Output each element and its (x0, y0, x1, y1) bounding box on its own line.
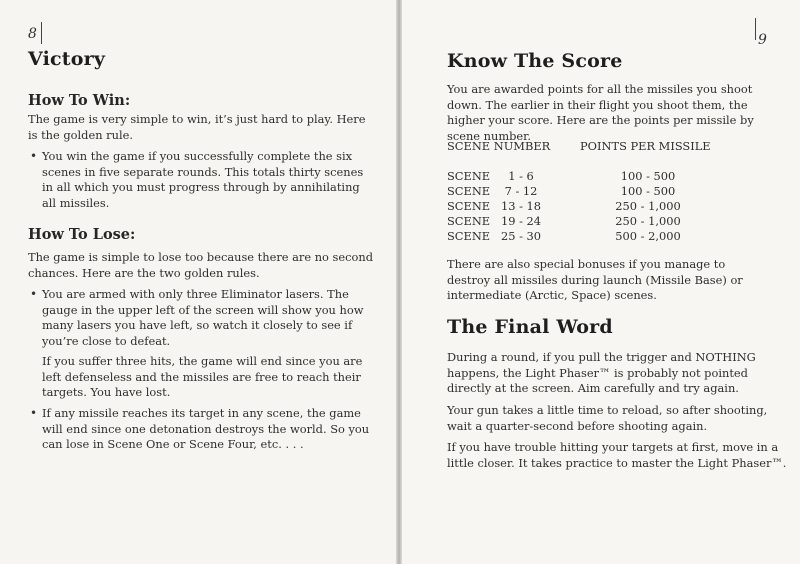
scene-label: SCENE (447, 214, 491, 228)
scene-range: 7 - 12 (504, 184, 538, 198)
book-gutter (396, 0, 402, 564)
how-to-win-intro: The game is very simple to win, it’s just hard to play. Here is the golden rule. (28, 112, 366, 142)
right-page-number: 9 (758, 32, 767, 48)
score-row (447, 214, 747, 229)
scene-range: 1 - 6 (508, 169, 534, 183)
points-range: 500 - 2,000 (615, 229, 681, 243)
left-page (0, 0, 398, 564)
scene-label: SCENE (447, 229, 491, 243)
final-word-paragraph-3: If you have trouble hitting your targets at first, move in a little closer. It takes practice to master the Light Phaser™. (447, 440, 787, 470)
bullet-dot: • (30, 406, 38, 420)
scene-label: SCENE (447, 169, 491, 183)
scene-label: SCENE (447, 199, 491, 213)
how-to-lose-bullet-1-continued: If you suffer three hits, the game will end since you are left defenseless and the missiles are free to reach their targets. You have lost. (42, 354, 363, 400)
points-range: 100 - 500 (620, 169, 676, 183)
score-row (447, 229, 747, 244)
scene-range: 25 - 30 (500, 229, 542, 243)
scene-range: 19 - 24 (500, 214, 542, 228)
scene-range: 13 - 18 (500, 199, 542, 213)
know-the-score-title: Know The Score (447, 50, 623, 72)
victory-title: Victory (28, 48, 106, 70)
how-to-win-heading: How To Win: (28, 92, 131, 109)
how-to-lose-heading: How To Lose: (28, 226, 136, 243)
final-word-paragraph-1: During a round, if you pull the trigger and NOTHING happens, the Light Phaser™ is probably not pointed directly at the screen. Aim carefully and try again. (447, 350, 756, 396)
left-page-number: 8 (28, 26, 37, 42)
points-range: 100 - 500 (620, 184, 676, 198)
score-row (447, 169, 747, 184)
score-row (447, 199, 747, 214)
how-to-lose-intro: The game is simple to lose too because there are no second chances. Here are the two golden rules. (28, 250, 373, 280)
col-header-points: POINTS PER MISSILE (580, 139, 711, 153)
final-word-title: The Final Word (447, 316, 613, 338)
col-header-scene: SCENE NUMBER (447, 139, 551, 153)
score-row (447, 184, 747, 199)
scene-label: SCENE (447, 184, 491, 198)
points-range: 250 - 1,000 (615, 214, 681, 228)
bonus-paragraph: There are also special bonuses if you manage to destroy all missiles during launch (Missile Base) or intermediate (Arctic, Space) scenes. (447, 257, 743, 303)
final-word-paragraph-2: Your gun takes a little time to reload, so after shooting, wait a quarter-second before shooting again. (447, 403, 768, 433)
bullet-dot: • (30, 287, 38, 301)
bullet-dot: • (30, 149, 38, 163)
points-range: 250 - 1,000 (615, 199, 681, 213)
how-to-lose-bullet-1: You are armed with only three Eliminator lasers. The gauge in the upper left of the screen will show you how many lasers you have left, so watch it closely to see if you’re close to defeat. (42, 287, 364, 348)
score-intro: You are awarded points for all the missiles you shoot down. The earlier in their flight you shoot them, the higher your score. Here are the points per missile by scene number. (447, 82, 754, 143)
how-to-lose-bullet-2: If any missile reaches its target in any scene, the game will end since one detonation destroys the world. So you can lose in Scene One or Scene Four, etc. . . . (42, 406, 370, 452)
how-to-win-bullet-1: You win the game if you successfully complete the six scenes in five separate rounds. This totals thirty scenes in all which you must progress through by annihilating all missiles. (42, 149, 364, 210)
